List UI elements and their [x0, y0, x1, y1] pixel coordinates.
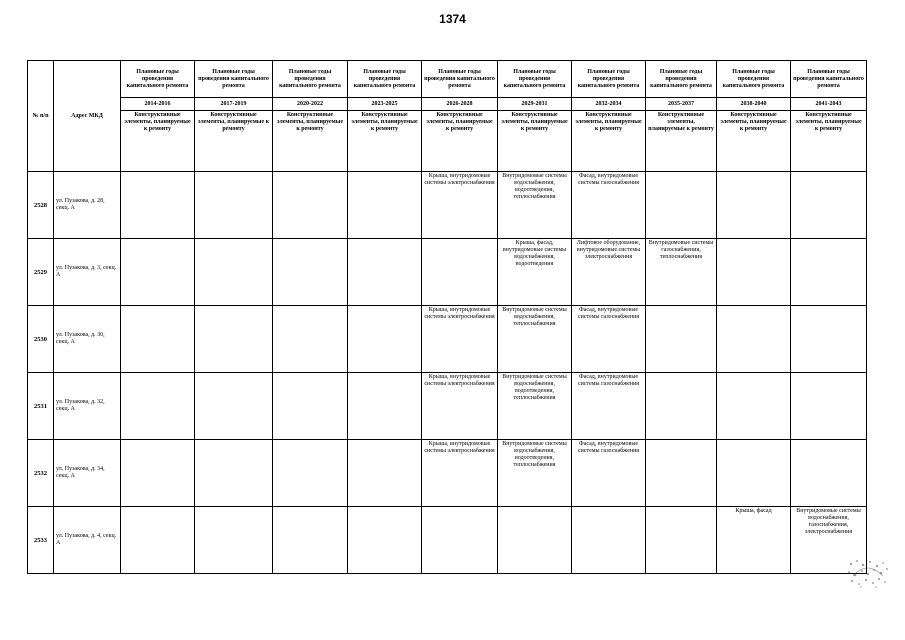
work-cell: Фасад, внутридомовые системы газоснабжения [572, 440, 646, 507]
work-cell [717, 373, 791, 440]
period-title: Плановые годы проведения капитального ремонта [348, 61, 422, 98]
work-cell [121, 239, 195, 306]
work-cell: Крыша, фасад [717, 507, 791, 574]
row-number: 2532 [28, 440, 54, 507]
row-address: ул. Пузакова, д. 32, секц. А [54, 373, 121, 440]
period-elements-label: Конструктивные элементы, планируемые к ремонту [717, 111, 791, 172]
period-years: 2020-2022 [273, 98, 348, 111]
work-cell [273, 507, 348, 574]
work-cell [121, 172, 195, 239]
work-cell: Фасад, внутридомовые системы газоснабжения [572, 306, 646, 373]
work-cell [791, 172, 867, 239]
work-cell [422, 507, 498, 574]
period-years: 2017-2019 [195, 98, 273, 111]
period-years: 2038-2040 [717, 98, 791, 111]
work-cell [195, 507, 273, 574]
period-years: 2041-2043 [791, 98, 867, 111]
row-address: ул. Пузакова, д. 3, секц. А [54, 239, 121, 306]
work-cell [273, 373, 348, 440]
work-cell: Внутридомовые системы газоснабжения, теплоснабжения [646, 239, 717, 306]
work-cell [348, 373, 422, 440]
work-cell: Лифтовое оборудование, внутридомовые системы электроснабжения [572, 239, 646, 306]
work-cell [121, 440, 195, 507]
period-title: Плановые годы проведения капитального ремонта [791, 61, 867, 98]
work-cell [348, 440, 422, 507]
work-cell [791, 239, 867, 306]
work-cell [791, 373, 867, 440]
period-years: 2032-2034 [572, 98, 646, 111]
work-cell [195, 239, 273, 306]
row-address: ул. Пузакова, д. 34, секц. А [54, 440, 121, 507]
work-cell [273, 440, 348, 507]
work-cell [422, 239, 498, 306]
work-cell [195, 440, 273, 507]
period-elements-label: Конструктивные элементы, планируемые к ремонту [498, 111, 572, 172]
work-cell [498, 507, 572, 574]
work-cell [195, 306, 273, 373]
period-elements-label: Конструктивные элементы, планируемые к ремонту [273, 111, 348, 172]
work-cell: Внутридомовые системы водоснабжения, газоснабжения, электроснабжения [791, 507, 867, 574]
table-row [28, 440, 867, 507]
table-row [28, 306, 867, 373]
work-cell [646, 507, 717, 574]
work-cell [348, 239, 422, 306]
period-elements-label: Конструктивные элементы, планируемые к ремонту [422, 111, 498, 172]
work-cell [195, 373, 273, 440]
period-title: Плановые годы проведения капитального ремонта [717, 61, 791, 98]
work-cell: Внутридомовые системы водоснабжения, водоотведения, теплоснабжения [498, 440, 572, 507]
header-title-row [28, 61, 867, 98]
header-elements-row [28, 111, 867, 172]
row-number: 2528 [28, 172, 54, 239]
work-cell [717, 239, 791, 306]
work-cell: Крыша, внутридомовые системы электроснабжения [422, 172, 498, 239]
row-number: 2530 [28, 306, 54, 373]
period-title: Плановые годы проведения капитального ремонта [498, 61, 572, 98]
period-title: Плановые годы проведения капитального ремонта [121, 61, 195, 98]
work-cell [348, 306, 422, 373]
period-elements-label: Конструктивные элементы, планируемые к ремонту [572, 111, 646, 172]
work-cell: Внутридомовые системы водоснабжения, водоотведения, теплоснабжения [498, 172, 572, 239]
table-row [28, 373, 867, 440]
work-cell: Крыша, внутридомовые системы электроснабжения [422, 306, 498, 373]
period-years: 2035-2037 [646, 98, 717, 111]
work-cell [348, 172, 422, 239]
period-elements-label: Конструктивные элементы, планируемые к ремонту [646, 111, 717, 172]
period-title: Плановые годы проведения капитального ремонта [273, 61, 348, 98]
row-number: 2529 [28, 239, 54, 306]
work-cell: Крыша, внутридомовые системы электроснабжения [422, 440, 498, 507]
period-elements-label: Конструктивные элементы, планируемые к ремонту [791, 111, 867, 172]
period-years: 2029-2031 [498, 98, 572, 111]
period-elements-label: Конструктивные элементы, планируемые к ремонту [195, 111, 273, 172]
row-address: ул. Пузакова, д. 30, секц. А [54, 306, 121, 373]
work-cell: Крыша, фасад, внутридомовые системы водоснабжения, водоотведения [498, 239, 572, 306]
work-cell [791, 440, 867, 507]
work-cell [717, 172, 791, 239]
seal-stamp-icon [843, 556, 891, 590]
period-elements-label: Конструктивные элементы, планируемые к ремонту [348, 111, 422, 172]
table-row [28, 172, 867, 239]
work-cell: Фасад, внутридомовые системы газоснабжения [572, 172, 646, 239]
page-number: 1374 [439, 12, 466, 26]
work-cell [273, 172, 348, 239]
period-years: 2014-2016 [121, 98, 195, 111]
work-cell [195, 172, 273, 239]
work-cell [791, 306, 867, 373]
work-cell: Фасад, внутридомовые системы газоснабжения [572, 373, 646, 440]
row-number: 2533 [28, 507, 54, 574]
period-title: Плановые годы проведения капитального ремонта [646, 61, 717, 98]
period-elements-label: Конструктивные элементы, планируемые к ремонту [121, 111, 195, 172]
row-number: 2531 [28, 373, 54, 440]
period-years: 2023-2025 [348, 98, 422, 111]
work-cell [121, 306, 195, 373]
work-cell [646, 373, 717, 440]
period-title: Плановые годы проведения капитального ремонта [195, 61, 273, 98]
work-cell [717, 440, 791, 507]
period-title: Плановые годы проведения капитального ремонта [422, 61, 498, 98]
table-row [28, 507, 867, 574]
work-cell [717, 306, 791, 373]
period-title: Плановые годы проведения капитального ремонта [572, 61, 646, 98]
period-years: 2026-2028 [422, 98, 498, 111]
header-years-row [28, 98, 867, 111]
work-cell [572, 507, 646, 574]
work-cell [121, 507, 195, 574]
work-cell [273, 239, 348, 306]
work-cell [273, 306, 348, 373]
work-cell: Крыша, внутридомовые системы электроснабжения [422, 373, 498, 440]
row-address: ул. Пузакова, д. 28, секц. А [54, 172, 121, 239]
work-cell: Внутридомовые системы водоснабжения, теплоснабжения [498, 306, 572, 373]
capital-repair-table [27, 60, 867, 574]
column-header-address: Адрес МКД [54, 61, 121, 172]
table-row [28, 239, 867, 306]
work-cell [121, 373, 195, 440]
row-address: ул. Пузакова, д. 4, секц. А [54, 507, 121, 574]
work-cell [646, 306, 717, 373]
work-cell [646, 172, 717, 239]
work-cell: Внутридомовые системы водоснабжения, водоотведения, теплоснабжения [498, 373, 572, 440]
work-cell [646, 440, 717, 507]
column-header-number: № п/п [28, 61, 54, 172]
work-cell [348, 507, 422, 574]
